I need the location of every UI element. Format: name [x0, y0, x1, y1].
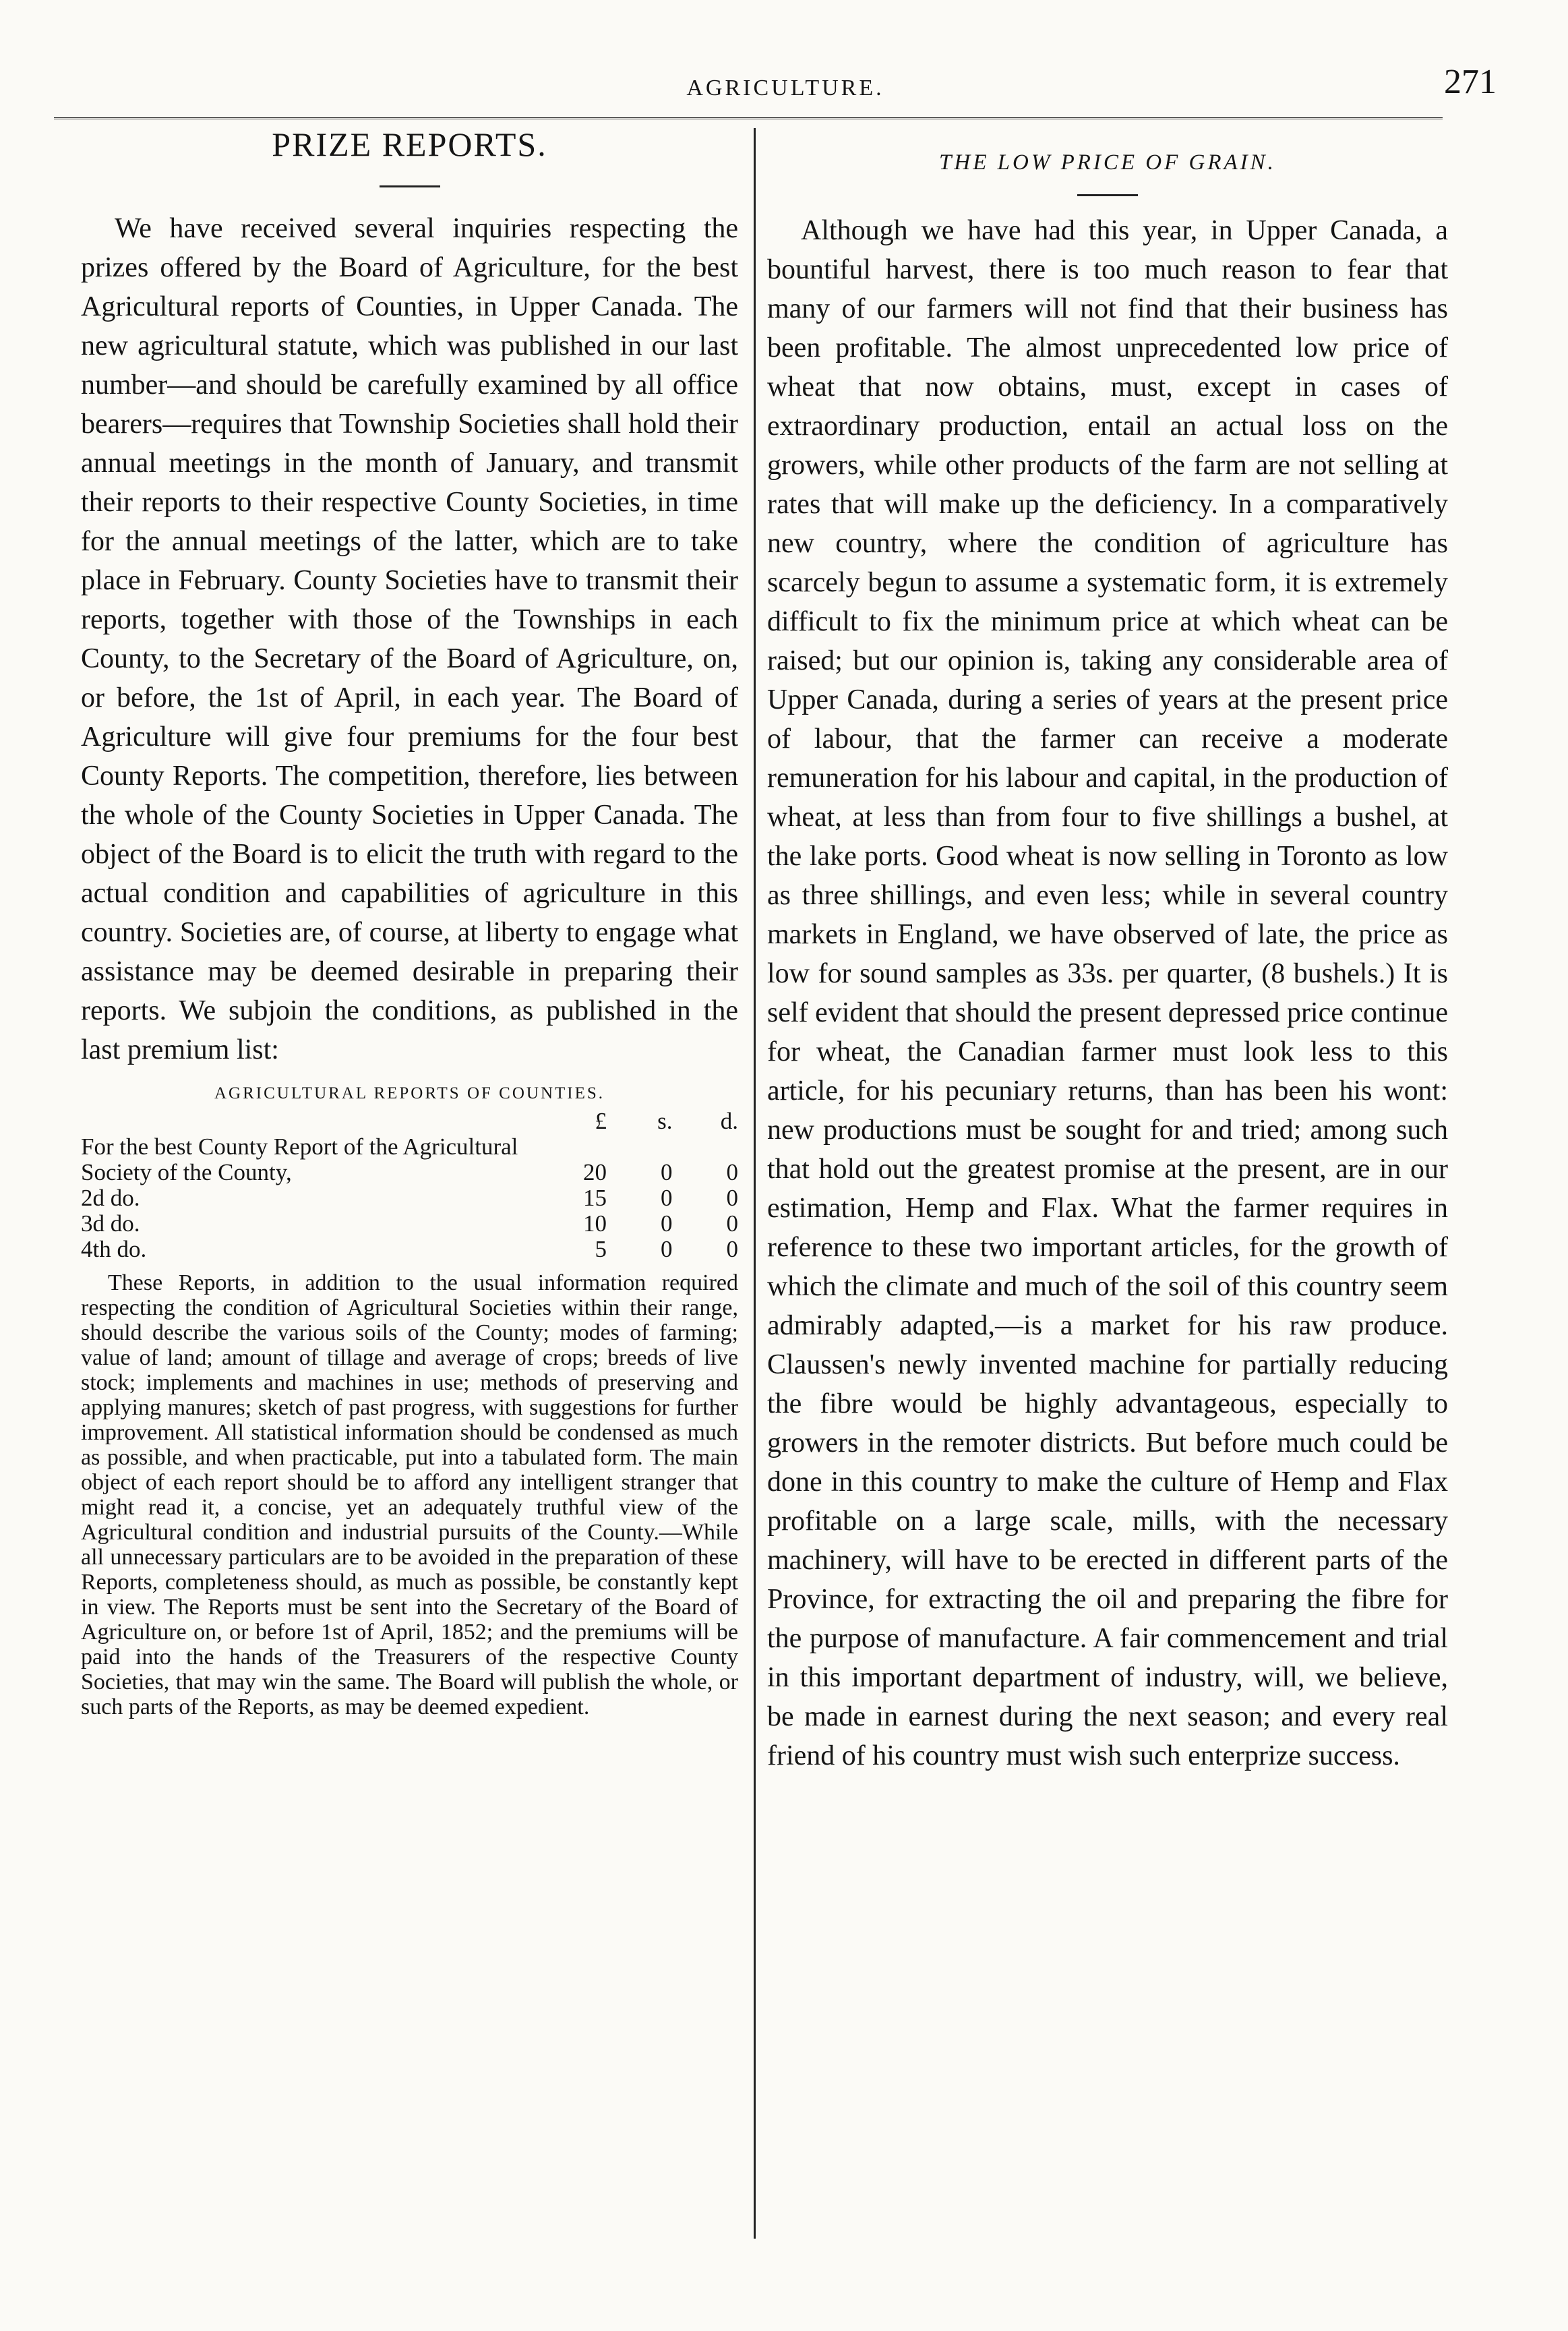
premium-shillings: 0: [661, 1210, 673, 1237]
table-row: [81, 1237, 738, 1262]
pence-header: d.: [720, 1108, 738, 1134]
premium-pence: 0: [726, 1210, 738, 1237]
premium-pounds: 20: [583, 1159, 607, 1185]
premium-label: 4th do.: [81, 1236, 147, 1262]
right-column: [767, 125, 1448, 1775]
premium-table-caption: AGRICULTURAL REPORTS OF COUNTIES.: [214, 1084, 605, 1102]
title-rule: [380, 185, 440, 187]
article-title-low-price-of-grain: THE LOW PRICE OF GRAIN.: [939, 150, 1276, 175]
premium-conditions-notes: These Reports, in addition to the usual information required respecting the condition of Agricultural Societies within their range, should describe the various soils of the County; modes of farming; value of land; amount of tillage and average of crops; breeds of live stock; implements and machines in use; methods of preserving and applying manures; sketch of past progress, with suggestions for further improvement. All statistical information should be condensed as much as possible, and when practicable, put into a tabulated form. The main object of each report should be to afford any intelligent stranger that might read it, a concise, yet an adequately truthful view of the Agricultural condition and industrial pursuits of the County.—While all unnecessary particulars are to be avoided in the preparation of these Reports, completeness should, as much as possible, be constantly kept in view. The Reports must be sent into the Secretary of the Board of Agriculture on, or before 1st of April, 1852; and the premiums will be paid into the hands of the Treasurers of the respective County Societies, that may win the same. The Board will publish the whole, or such parts of the Reports, as may be deemed expedient.: [81, 1270, 738, 1719]
table-row: [81, 1185, 738, 1211]
column-divider: [754, 128, 756, 2239]
pounds-header: £: [595, 1108, 607, 1134]
premium-label: 3d do.: [81, 1210, 140, 1237]
premium-pence: 0: [726, 1236, 738, 1262]
premium-shillings: 0: [661, 1236, 673, 1262]
article-body-prize-reports: We have received several inquiries respecting the prizes offered by the Board of Agriculture, for the best Agricultural reports of Counties, in Upper Canada. The new agricultural statute, which was published in our last number—and should be carefully examined by all office bearers—requires that Township Societies shall hold their annual meetings in the month of January, and transmit their reports to their respective County Societies, in time for the annual meetings of the latter, which are to take place in February. County Societies have to transmit their reports, together with those of the Townships in each County, to the Secretary of the Board of Agriculture, on, or before, the 1st of April, in each year. The Board of Agriculture will give four premiums for the four best County Reports. The competition, therefore, lies between the whole of the County Societies in Upper Canada. The object of the Board is to elicit the truth with regard to the actual condition and capabilities of agriculture in this country. Societies are, of course, at liberty to engage what assistance may be deemed desirable in preparing their reports. We subjoin the conditions, as published in the last premium list:: [81, 213, 738, 1065]
shillings-header: s.: [657, 1108, 673, 1134]
title-rule: [1077, 194, 1138, 196]
premium-label: 2d do.: [81, 1185, 140, 1211]
table-row: [81, 1211, 738, 1237]
premium-pounds: 10: [583, 1210, 607, 1237]
premium-shillings: 0: [661, 1159, 673, 1185]
article-title-prize-reports: PRIZE REPORTS.: [272, 125, 547, 163]
premium-pounds: 15: [583, 1185, 607, 1211]
table-row: [81, 1134, 738, 1185]
premium-pence: 0: [726, 1159, 738, 1185]
premium-pence: 0: [726, 1185, 738, 1211]
premium-pounds: 5: [595, 1236, 607, 1262]
premium-table: [81, 1109, 738, 1262]
premium-shillings: 0: [661, 1185, 673, 1211]
left-column: [81, 125, 738, 1719]
article-body-low-price-of-grain: Although we have had this year, in Upper Canada, a bountiful harvest, there is too much reason to fear that many of our farmers will not find that their business has been profitable. The almost unprecedented low price of wheat that now obtains, must, except in cases of extraordinary production, entail an actual loss on the growers, while other products of the farm are not selling at rates that will make up the deficiency. In a comparatively new country, where the condition of agriculture has scarcely begun to assume a systematic form, it is extremely difficult to fix the minimum price at which wheat can be raised; but our opinion is, taking any considerable area of Upper Canada, during a series of years at the present price of labour, that the farmer can receive a moderate remuneration for his labour and capital, in the production of wheat, at less than from four to five shillings a bushel, at the lake ports. Good wheat is now selling in Toronto as low as three shillings, and even less; while in several country markets in England, we have observed of late, the price as low for sound samples as 33s. per quarter, (8 bushels.) It is self evident that should the present depressed price continue for wheat, the Canadian farmer must look less to this article, for his pecuniary returns, than has been his wont: new productions must be sought for and tried; among such that hold out the greatest promise at the present, are in our estimation, Hemp and Flax. What the farmer requires in reference to these two important articles, for the growth of which the climate and much of the soil of this country seem admirably adapted,—is a market for his raw produce. Claussen's newly invented machine for partially reducing the fibre would be highly advantageous, especially to growers in the remoter districts. But before much could be done in this country to make the culture of Hemp and Flax profitable on a large scale, mills, with the necessary machinery, will have to be erected in different parts of the Province, for extracting the oil and preparing the fibre for the purpose of manufacture. A fair commencement and trial in this important department of industry, will, we believe, be made in earnest during the next season; and every real friend of his country must wish such enterprize success.: [767, 215, 1449, 1771]
premium-label: For the best County Report of the Agricultural Society of the County,: [81, 1133, 518, 1185]
premium-table-header: [81, 1109, 738, 1134]
page-header: [74, 62, 1497, 109]
running-head: AGRICULTURE.: [686, 76, 884, 100]
header-rule: [54, 117, 1443, 119]
page-number: 271: [1444, 63, 1497, 101]
